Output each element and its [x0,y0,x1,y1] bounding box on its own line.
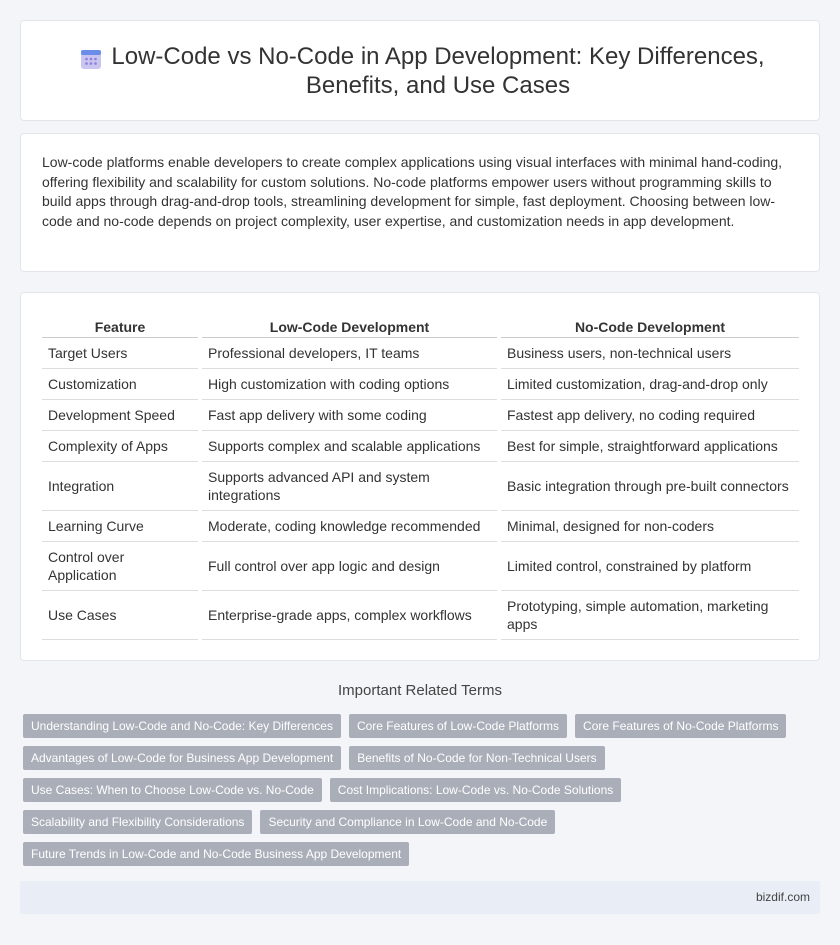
cell-no-code: Limited control, constrained by platform [501,542,799,591]
table-row [42,511,799,542]
related-term-link[interactable]: Advantages of Low-Code for Business App Development [23,746,341,770]
related-term-link[interactable]: Core Features of Low-Code Platforms [349,714,567,738]
related-term-link[interactable]: Use Cases: When to Choose Low-Code vs. No-Code [23,778,322,802]
cell-feature: Complexity of Apps [42,431,198,462]
column-header-feature: Feature [42,316,198,338]
cell-feature: Integration [42,462,198,511]
column-header-no-code: No-Code Development [501,316,799,338]
table-row [42,369,799,400]
cell-no-code: Minimal, designed for non-coders [501,511,799,542]
cell-low-code: Enterprise-grade apps, complex workflows [202,591,497,640]
intro-card [20,133,820,272]
cell-feature: Control over Application [42,542,198,591]
cell-feature: Use Cases [42,591,198,640]
table-header-row [42,316,799,338]
intro-paragraph: Low-code platforms enable developers to create complex applications using visual interfaces with minimal hand-coding, offering flexibility and scalability for custom solutions. No-code platforms empower users without programming skills to build apps through drag-and-drop tools, streamlining development for simple, fast deployment. Choosing between low-code and no-code depends on project complexity, user expertise, and customization needs in app development. [42,154,783,229]
related-terms-list [23,714,813,874]
cell-feature: Development Speed [42,400,198,431]
table-row [42,338,799,369]
cell-no-code: Prototyping, simple automation, marketing apps [501,591,799,640]
cell-no-code: Fastest app delivery, no coding required [501,400,799,431]
related-term-link[interactable]: Cost Implications: Low-Code vs. No-Code Solutions [330,778,621,802]
related-term-link[interactable]: Understanding Low-Code and No-Code: Key Differences [23,714,341,738]
title-card [20,20,820,121]
table-row [42,400,799,431]
cell-low-code: Full control over app logic and design [202,542,497,591]
cell-no-code: Best for simple, straightforward applications [501,431,799,462]
cell-low-code: Professional developers, IT teams [202,338,497,369]
cell-feature: Target Users [42,338,198,369]
cell-low-code: Supports complex and scalable applications [202,431,497,462]
column-header-low-code: Low-Code Development [202,316,497,338]
cell-no-code: Basic integration through pre-built connectors [501,462,799,511]
cell-feature: Customization [42,369,198,400]
comparison-table [42,316,799,640]
related-term-link[interactable]: Benefits of No-Code for Non-Technical Users [349,746,604,770]
comparison-card [20,292,820,661]
related-terms-heading: Important Related Terms [338,682,502,699]
cell-feature: Learning Curve [42,511,198,542]
table-row [42,542,799,591]
table-row [42,431,799,462]
related-term-link[interactable]: Security and Compliance in Low-Code and No-Code [260,810,555,834]
table-row [42,591,799,640]
page-title: Low-Code vs No-Code in App Development: Key Differences, Benefits, and Use Cases [111,42,765,99]
footer [20,881,820,914]
related-term-link[interactable]: Scalability and Flexibility Considerations [23,810,252,834]
related-term-link[interactable]: Core Features of No-Code Platforms [575,714,786,738]
footer-brand: bizdif.com [755,890,810,904]
table-row [42,462,799,511]
cell-low-code: High customization with coding options [202,369,497,400]
cell-low-code: Supports advanced API and system integrations [202,462,497,511]
related-term-link[interactable]: Future Trends in Low-Code and No-Code Business App Development [23,842,409,866]
cell-no-code: Limited customization, drag-and-drop only [501,369,799,400]
cell-low-code: Fast app delivery with some coding [202,400,497,431]
cell-low-code: Moderate, coding knowledge recommended [202,511,497,542]
cell-no-code: Business users, non-technical users [501,338,799,369]
